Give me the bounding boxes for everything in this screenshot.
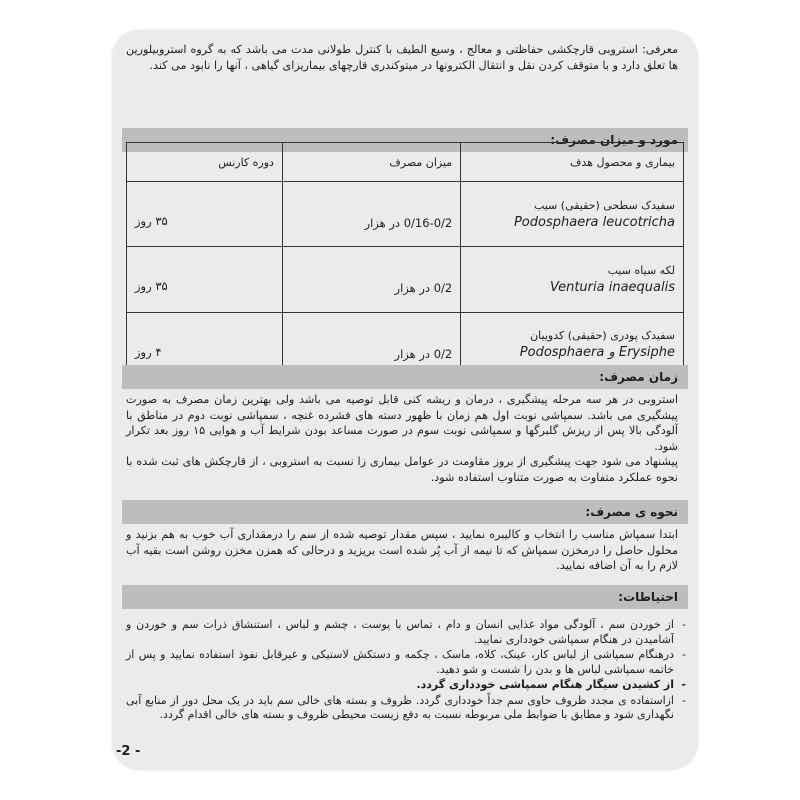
target-latin: Podosphaera و Erysiphe (519, 345, 675, 361)
dose-cell: 0/2 در هزار (282, 247, 460, 312)
target-cell (461, 182, 684, 247)
target-cell (461, 247, 684, 312)
page-number-prefix: - (116, 744, 122, 759)
dose-cell: 0/16-0/2 در هزار (282, 182, 460, 247)
phi-cell: ۳۵ روز (127, 247, 283, 312)
target-fa: سفیدک سطحی (حقیقی) سیب (533, 198, 675, 212)
timing-paragraph-1: استروبی در هر سه مرحله پیشگیری ، درمان و ریشه کنی قابل توصیه می باشد ولی بهترین زمان مصرف به صورت پیشگیری می باشد. سمپاشی نوبت اول هم زمان با ظهور دسته های فشرده غنچه ، سمپاشی نوبت دوم در مناطق با آلودگی بالا پس از ریزش گلبرگها و سمپاشی نوبت سوم در صورت مساعد بودن شرایط آب و هوایی ۱۵ روز بعد تکرار شود. (126, 393, 678, 453)
table-row (127, 247, 684, 312)
method-section-header: نحوه ی مصرف: (122, 500, 688, 524)
phi-cell: ۳۵ روز (127, 182, 283, 247)
precautions-list (126, 618, 690, 724)
timing-text (126, 392, 678, 485)
list-item: - درهنگام سمپاشی از لباس کار، عینک، کلاه، ماسک ، چکمه و دستکش لاستیکی و غیرقابل نفوذ استفاده نمایید و پس از خاتمه سمپاشی لباس ها و بدن را شست و شو دهید. (126, 648, 674, 677)
phi-cell: ۴ روز (127, 312, 283, 377)
header-dose: میزان مصرف (282, 143, 460, 182)
timing-section-header: زمان مصرف: (122, 365, 688, 389)
page-number (116, 744, 140, 759)
list-item: - از خوردن سم ، آلودگی مواد غذایی انسان و دام ، تماس با پوست ، چشم و لباس ، استنشاق ذرات سم و خوردن و آشامیدن در هنگام سمپاشی خودداری نمایید. (126, 618, 674, 647)
list-item: - از کشیدن سیگار هنگام سمپاشی خودداری گردد. (126, 678, 674, 693)
header-target: بیماری و محصول هدف (461, 143, 684, 182)
target-latin: Podosphaera leucotricha (513, 214, 675, 230)
leaflet-page (112, 30, 698, 770)
dose-cell: 0/2 در هزار (282, 312, 460, 377)
target-fa: لکه سیاه سیب (607, 263, 675, 277)
timing-paragraph-2: پیشنهاد می شود جهت پیشگیری از بروز مقاومت در عوامل بیماری زا نسبت به استروبی ، از قارچکش های ثبت شده با نحوه عملکرد متفاوت به صورت متناوب استفاده شود. (126, 455, 678, 484)
usage-section-header: مورد و میزان مصرف: (122, 128, 688, 152)
precautions-section-header: احتیاطات: (122, 585, 688, 609)
list-item: - ازاستفاده ی مجدد ظروف حاوی سم جداً خودداری گردد. ظروف و بسته های خالی سم باید در یک محل دور از منابع آبی نگهداری شود و مطابق با ضوابط ملی مربوطه نسبت به دفع زیست محیطی ظروف و بسته های خالی اقدام گردد. (126, 694, 674, 723)
method-text: ابتدا سمپاش مناسب را انتخاب و کالیبره نمایید ، سپس مقدار توصیه شده از سم را درمقداری آب خوب به هم بزنید و محلول حاصل را درمخزن سمپاش که تا نیمه از آب پُر شده است بریزید و درحالی که همزن مخزن روشن است بقیه آب لازم را به آن اضافه نمایید. (126, 528, 678, 572)
usage-table (126, 142, 684, 378)
header-phi: دوره کارنس (127, 143, 283, 182)
target-latin: Venturia inaequalis (549, 279, 675, 295)
table-row (127, 182, 684, 247)
target-fa: سفیدک پودری (حقیقی) کدوییان (530, 329, 675, 343)
page-number-text: 2 - (121, 744, 141, 759)
intro-text: معرفی: استروبی قارچکشی حفاظتی و معالج ، وسیع الطیف با کنترل طولانی مدت می باشد که به گروه استروبیلورین ها تعلق دارد و با متوقف کردن نقل و انتقال الکترونها در میتوکندری قارچهای بیماریزای گیاهی ، آنها را نابود می کند. (126, 43, 678, 72)
table-header-row (127, 143, 684, 182)
